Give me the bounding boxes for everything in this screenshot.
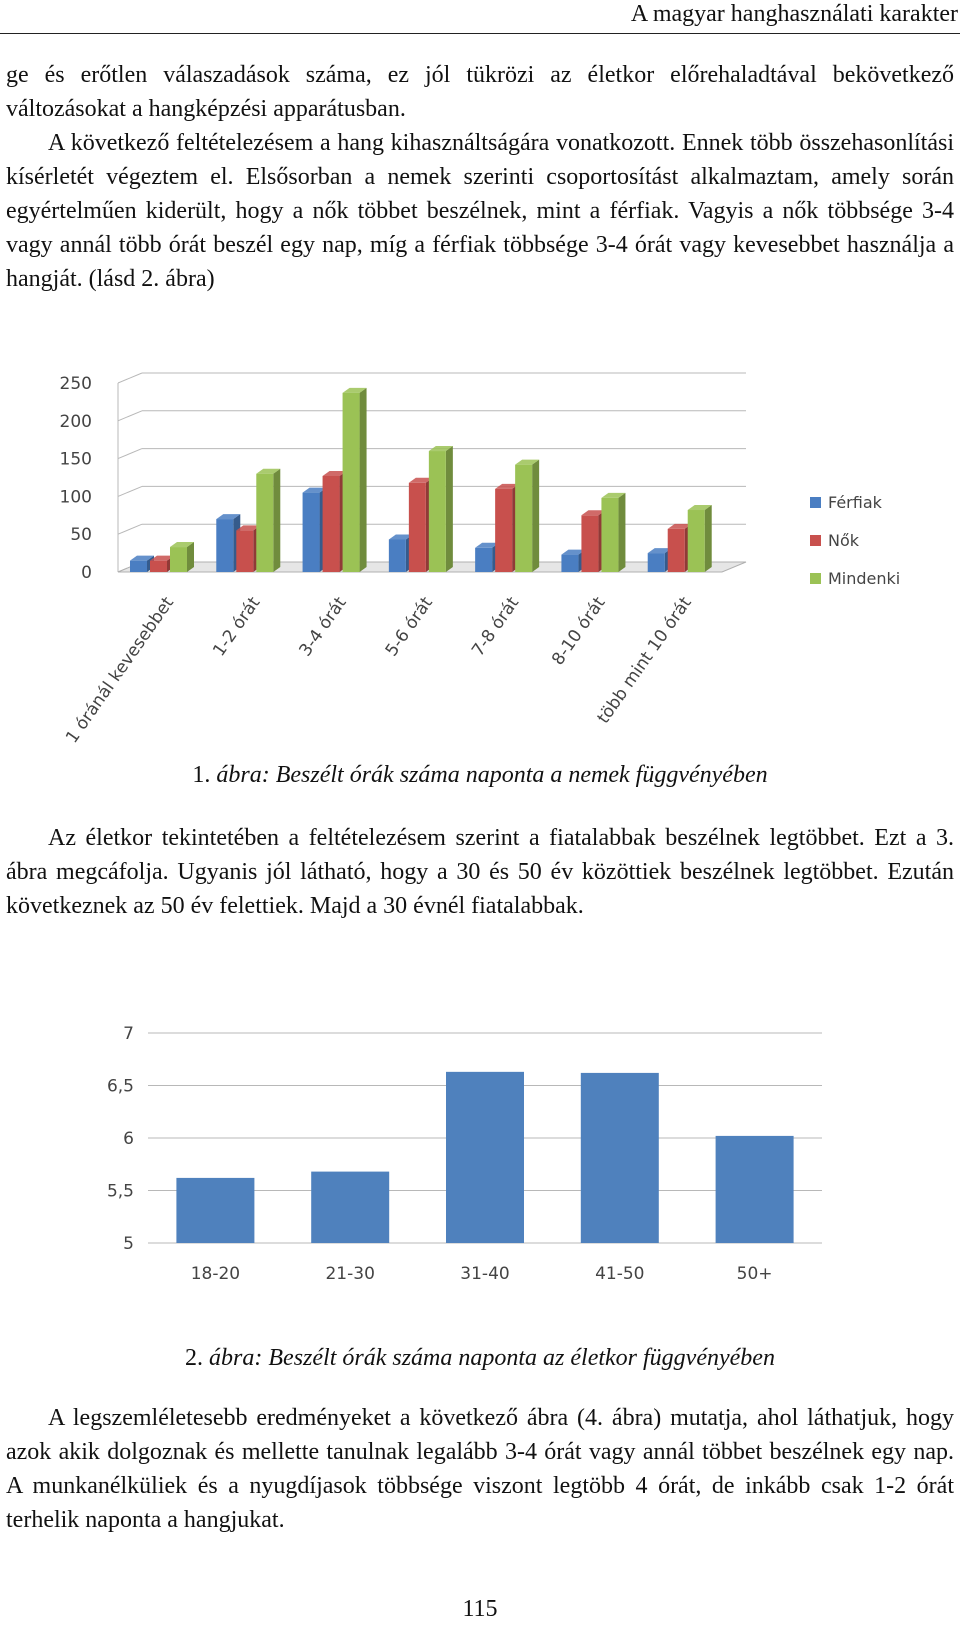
gridline-depth bbox=[118, 411, 142, 421]
x-tick-label: több mint 10 órát bbox=[593, 593, 696, 728]
x-tick-label: 1-2 órát bbox=[209, 593, 265, 661]
figure-1-title: : Beszélt órák száma naponta a nemek függvényében bbox=[261, 762, 768, 788]
bar bbox=[475, 548, 492, 572]
figure-2-caption bbox=[0, 1343, 960, 1373]
y-tick-label: 50 bbox=[70, 525, 92, 546]
bar bbox=[170, 547, 187, 572]
y-tick-label: 7 bbox=[123, 1024, 134, 1044]
bar bbox=[236, 530, 253, 572]
running-head: A magyar hanghasználati karakter bbox=[0, 0, 960, 34]
bar bbox=[668, 529, 685, 572]
figure-2-number: 2. bbox=[185, 1345, 210, 1371]
y-tick-label: 5,5 bbox=[106, 1181, 134, 1202]
bar bbox=[561, 555, 578, 572]
page-number: 115 bbox=[462, 1596, 498, 1622]
bar bbox=[323, 476, 340, 572]
bar bbox=[216, 519, 233, 572]
gridline-depth bbox=[118, 449, 142, 459]
bar-side bbox=[273, 469, 280, 572]
legend-label: Nők bbox=[828, 531, 860, 550]
paragraph-occupation: A legszemléletesebb eredményeket a következő ábra (4. ábra) mutatja, ahol láthatjuk, hogy azok akik dolgoznak és mellette tanulnak legalább 3-4 órát vagy annál többet beszélnek egy nap. A munkanélküliek és a nyugdíjasok többsége viszont legtöbb 4 órát, de inkább csak 1-2 órát terhelik naponta a hangjukat. bbox=[6, 1405, 954, 1533]
y-tick-label: 150 bbox=[59, 449, 92, 470]
bar-side bbox=[532, 460, 539, 572]
bar bbox=[495, 489, 512, 572]
x-tick-label: 5-6 órát bbox=[381, 593, 437, 661]
bar bbox=[256, 474, 273, 572]
bar-side bbox=[618, 493, 625, 572]
bar bbox=[515, 465, 532, 572]
x-tick-label: 50+ bbox=[736, 1264, 773, 1284]
gridline-depth bbox=[118, 373, 142, 383]
bar bbox=[648, 553, 665, 572]
x-tick-label: 21-30 bbox=[325, 1264, 375, 1284]
gridline-depth bbox=[118, 524, 142, 534]
bar bbox=[446, 1072, 524, 1243]
x-tick-label: 7-8 órát bbox=[468, 593, 524, 661]
paragraph-hypothesis-gender: A következő feltételezésem a hang kihasználtságára vonatkozott. Ennek több összehasonlítási kísérletét végeztem el. Elsősorban a nemek szerinti csoportosítást alkalmaztam, amely során egyértelműen kiderült, hogy a nők többet beszélnek, mint a férfiak. Vagyis a nők többsége 3-4 vagy annál több órát beszél egy nap, míg a férfiak többsége 3-4 órát vagy kevesebbet használja a hangját. (lásd 2. ábra) bbox=[6, 130, 954, 292]
x-tick-label: 1 óránál kevesebbet bbox=[62, 593, 179, 748]
bar bbox=[601, 498, 618, 572]
bar bbox=[150, 561, 167, 572]
bar bbox=[581, 1073, 659, 1243]
bar-side bbox=[446, 446, 453, 572]
bar bbox=[343, 393, 360, 572]
y-tick-label: 5 bbox=[123, 1234, 134, 1254]
hours-by-age-chart bbox=[0, 1010, 960, 1300]
x-tick-label: 41-50 bbox=[595, 1264, 645, 1284]
y-tick-label: 0 bbox=[81, 563, 92, 583]
bar bbox=[311, 1172, 389, 1243]
figure-1-number: 1. bbox=[192, 762, 217, 788]
hours-by-gender-chart bbox=[0, 350, 960, 760]
paragraph-age: Az életkor tekintetében a feltételezésem szerint a fiatalabbak beszélnek legtöbbet. Ezt a 3. ábra megcáfolja. Ugyanis jól látható, hogy a 30 és 50 év közöttiek beszélnek legtöbbet. Ezután következnek az 50 év felettiek. Majd a 30 évnél fiatalabbak. bbox=[6, 825, 954, 919]
legend-swatch bbox=[810, 573, 821, 584]
y-tick-label: 6 bbox=[123, 1129, 134, 1149]
bar bbox=[130, 561, 147, 572]
legend-swatch bbox=[810, 497, 821, 508]
x-tick-label: 18-20 bbox=[190, 1264, 241, 1284]
x-tick-label: 31-40 bbox=[460, 1264, 510, 1284]
bar bbox=[409, 483, 426, 572]
bar bbox=[688, 510, 705, 572]
bar bbox=[581, 515, 598, 572]
gridline-depth bbox=[118, 486, 142, 496]
x-tick-label: 8-10 órát bbox=[548, 593, 610, 670]
legend-label: Férfiak bbox=[828, 493, 882, 512]
bar bbox=[303, 493, 320, 572]
paragraph-continued: ge és erőtlen válaszadások száma, ez jól tükrözi az életkor előrehaladtával bekövetkező változásokat a hangképzési apparátusban. bbox=[6, 62, 954, 122]
legend-swatch bbox=[810, 535, 821, 546]
bar bbox=[389, 539, 406, 572]
y-tick-label: 250 bbox=[59, 374, 92, 394]
legend-label: Mindenki bbox=[828, 569, 901, 588]
y-tick-label: 100 bbox=[59, 487, 92, 508]
figure-1-caption bbox=[0, 760, 960, 790]
x-tick-label: 3-4 órát bbox=[295, 593, 351, 661]
bar bbox=[429, 451, 446, 572]
y-tick-label: 200 bbox=[59, 411, 92, 432]
bar-side bbox=[360, 388, 367, 572]
bar-side bbox=[187, 542, 194, 572]
figure-2-word: ábra bbox=[209, 1345, 255, 1371]
figure-1-word: ábra bbox=[216, 762, 262, 788]
bar bbox=[716, 1136, 794, 1243]
bar-side bbox=[705, 505, 712, 572]
bar bbox=[176, 1178, 254, 1243]
y-tick-label: 6,5 bbox=[106, 1076, 134, 1097]
figure-2-title: : Beszélt órák száma naponta az életkor függvényében bbox=[254, 1345, 775, 1371]
